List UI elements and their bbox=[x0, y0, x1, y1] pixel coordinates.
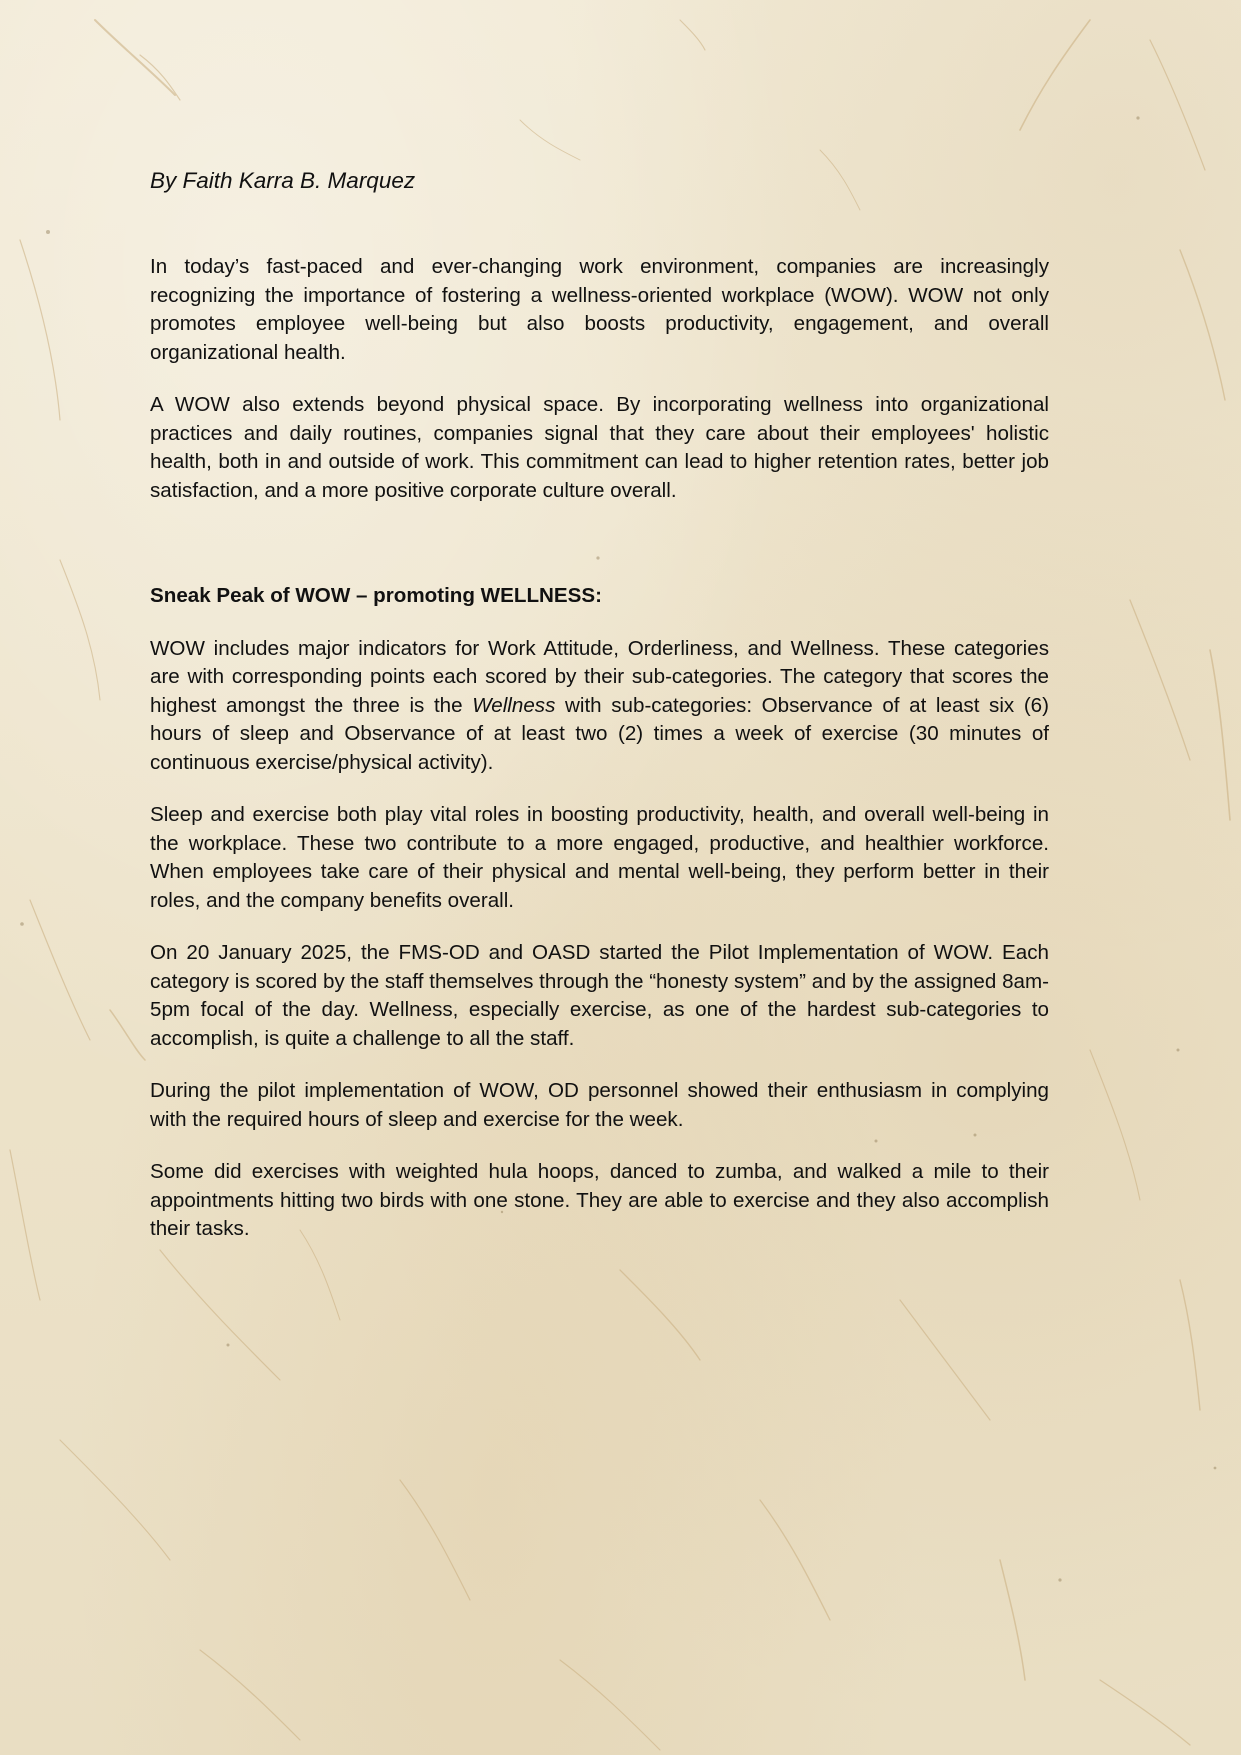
intro-paragraph-2: A WOW also extends beyond physical space. By incorporating wellness into organizational practices and daily routines, companies signal that they care about their employees' holistic health, both in and outside of work. This commitment can lead to higher retention rates, better job satisfaction, and a more positive corporate culture overall. bbox=[150, 393, 1049, 502]
byline: By Faith Karra B. Marquez bbox=[150, 168, 416, 193]
exercises-paragraph: Some did exercises with weighted hula hoops, danced to zumba, and walked a mile to their appointments hitting two birds with one stone. They are able to exercise and they also accomplish their tasks. bbox=[150, 1160, 1049, 1240]
article bbox=[150, 166, 1049, 1268]
enthusiasm-paragraph: During the pilot implementation of WOW, OD personnel showed their enthusiasm in complying with the required hours of sleep and exercise for the week. bbox=[150, 1079, 1049, 1131]
section-heading: Sneak Peak of WOW – promoting WELLNESS: bbox=[150, 584, 602, 607]
sleep-exercise-paragraph: Sleep and exercise both play vital roles in boosting productivity, health, and overall well-being in the workplace. These two contribute to a more engaged, productive, and healthier workforce. When employees take care of their physical and mental well-being, they perform better in their roles, and the company benefits overall. bbox=[150, 803, 1049, 912]
wow-text-before: WOW includes major indicators for Work Attitude, Orderliness, and Wellness. These categories are with corresponding points each scored by their sub-categories. The category that scores the highest amongst the three is the bbox=[150, 636, 1049, 717]
wow-indicators-paragraph bbox=[150, 635, 1049, 778]
pilot-implementation-paragraph: On 20 January 2025, the FMS-OD and OASD started the Pilot Implementation of WOW. Each category is scored by the staff themselves through the “honesty system” and by the assigned 8am-5pm focal of the day. Wellness, especially exercise, as one of the hardest sub-categories to accomplish, is quite a challenge to all the staff. bbox=[150, 941, 1049, 1050]
wow-text-after: with sub-categories: Observance of at least six (6) hours of sleep and Observance of at least two (2) times a week of exercise (30 minutes of continuous exercise/physical activity). bbox=[150, 693, 1049, 774]
wellness-emphasis: Wellness bbox=[472, 693, 556, 717]
intro-paragraph-1: In today’s fast-paced and ever-changing work environment, companies are increasingly recognizing the importance of fostering a wellness-oriented workplace (WOW). WOW not only promotes employee well-being but also boosts productivity, engagement, and overall organizational health. bbox=[150, 255, 1049, 364]
